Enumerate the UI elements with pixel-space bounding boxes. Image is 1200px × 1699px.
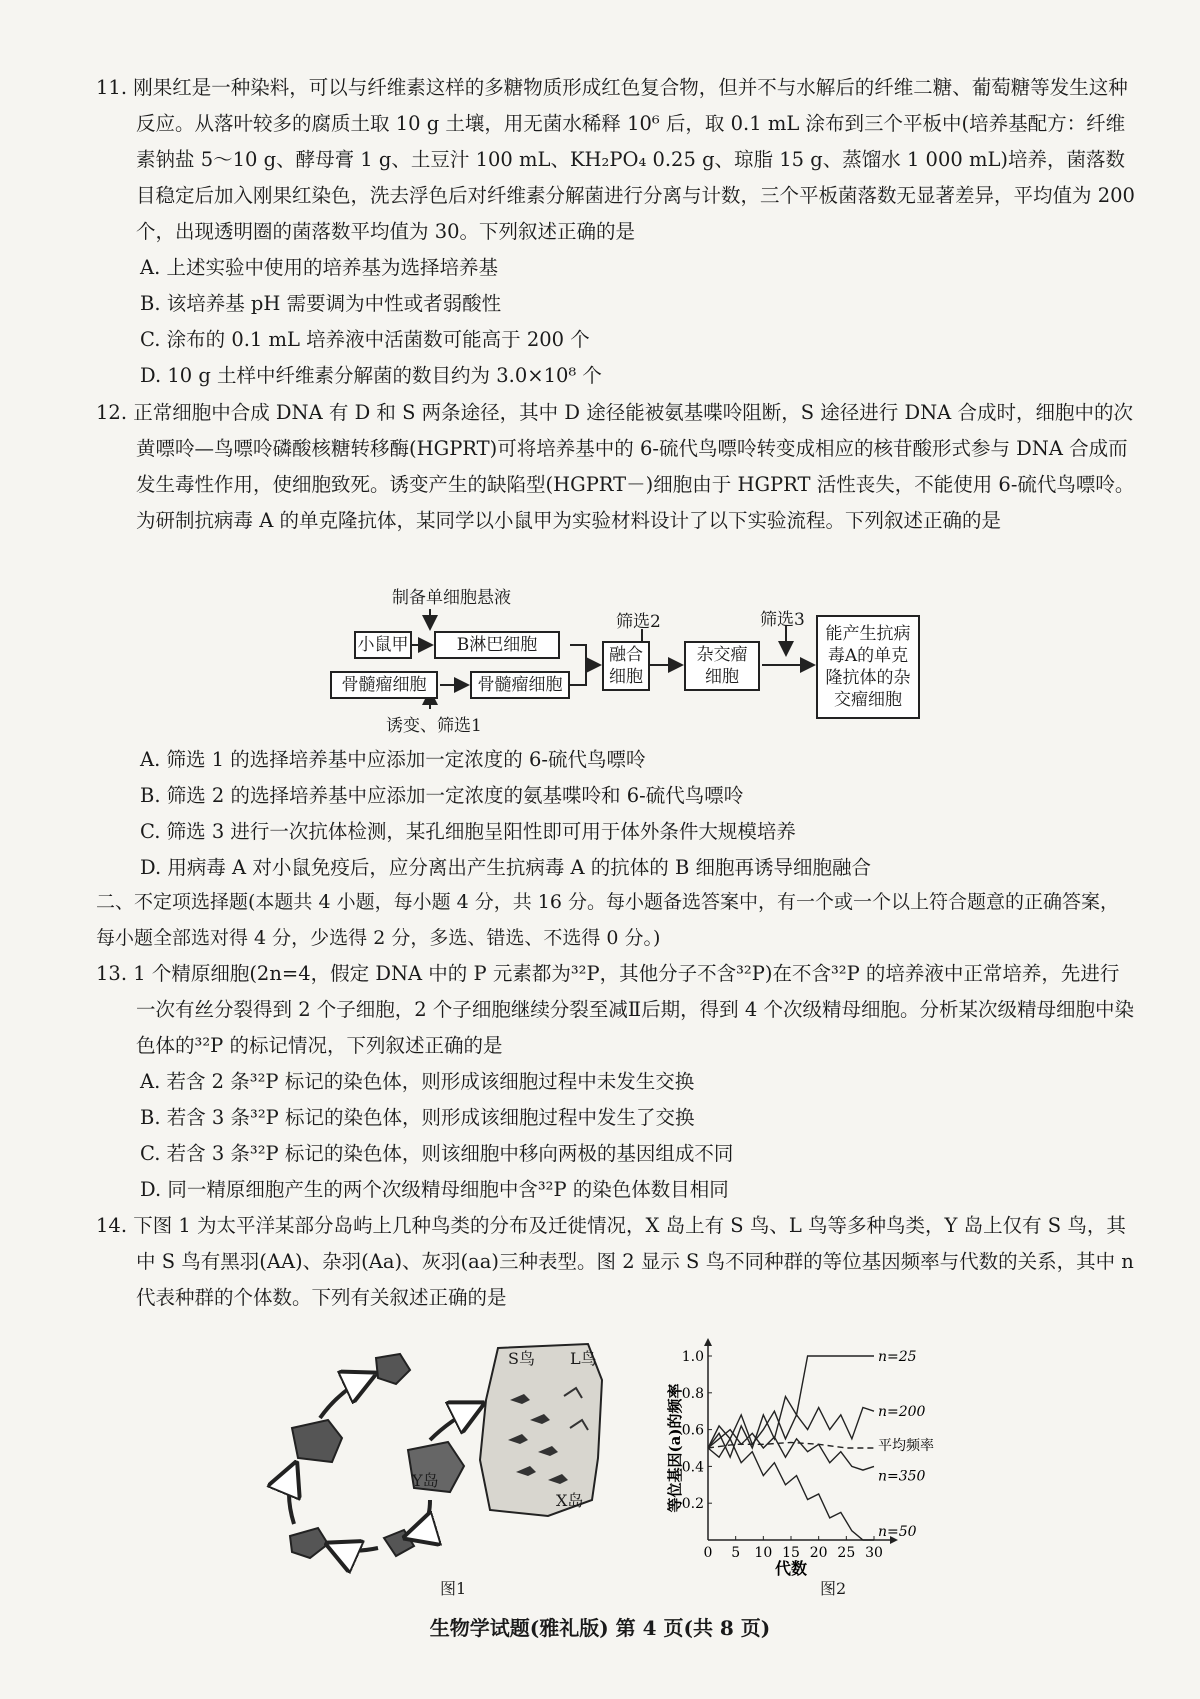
x-tick-label: 5	[731, 1545, 741, 1561]
x-tick-label: 0	[703, 1545, 713, 1561]
flow-label-screen-2: 筛选2	[616, 612, 661, 632]
y-tick-label: 1.0	[681, 1349, 704, 1365]
x-tick-label: 25	[837, 1545, 856, 1561]
y-tick-label: 0.4	[681, 1459, 704, 1476]
fig1-label-s-bird: S鸟	[508, 1349, 535, 1368]
island-map-illustration	[280, 1340, 660, 1570]
fig1-caption: 图1	[440, 1579, 467, 1598]
question-13-option-d: D. 同一精原细胞产生的两个次级精母细胞中含³²P 的染色体数目相同	[140, 1178, 729, 1201]
question-13-option-c: C. 若含 3 条³²P 标记的染色体，则该细胞中移向两极的基因组成不同	[140, 1142, 734, 1165]
question-12-option-c: C. 筛选 3 进行一次抗体检测，某孔细胞呈阳性即可用于体外条件大规模培养	[140, 820, 796, 843]
question-11	[96, 70, 1136, 394]
question-14-stem: 14. 下图 1 为太平洋某部分岛屿上几种鸟类的分布及迁徙情况，X 岛上有 S 鸟、L 鸟等多种鸟类，Y 岛上仅有 S 鸟，其中 S 鸟有黑羽(AA)、杂羽(Aa)、灰羽(aa)三种表型。图 2 显示 S 鸟不同种群的等位基因频率与代数的关系，其中 n 代表种群的个体数。下列有关叙述正确的是	[96, 1214, 1134, 1309]
question-13	[96, 956, 1136, 1208]
x-tick-label: 20	[809, 1545, 828, 1561]
x-axis-label: 代数	[774, 1559, 808, 1578]
question-14	[96, 1208, 1136, 1316]
flow-label-mutagenesis: 诱变、筛选1	[386, 716, 482, 736]
question-11-option-c: C. 涂布的 0.1 mL 培养液中活菌数可能高于 200 个	[140, 328, 590, 351]
flow-box-myeloma-1: 骨髓瘤细胞	[330, 671, 438, 699]
y-axis-label: 等位基因(a)的频率	[666, 1383, 684, 1513]
question-13-stem: 13. 1 个精原细胞(2n=4，假定 DNA 中的 P 元素都为³²P，其他分子不含³²P)在不含³²P 的培养液中正常培养，先进行一次有丝分裂得到 2 个子细胞，2 个子细胞继续分裂至减Ⅱ后期，得到 4 个次级精母细胞。分析某次级精母细胞中染色体的³²P 的标记情况，下列叙述正确的是	[96, 962, 1134, 1057]
question-12	[96, 395, 1136, 539]
flow-label-prepare-suspension: 制备单细胞悬液	[392, 588, 511, 608]
fig1-label-y-island: Y岛	[412, 1471, 439, 1490]
question-12-options	[96, 742, 1136, 886]
question-13-option-b: B. 若含 3 条³²P 标记的染色体，则形成该细胞过程中发生了交换	[140, 1106, 695, 1129]
fig1-label-x-island: X岛	[556, 1491, 584, 1510]
flow-box-fused-cell: 融合细胞	[602, 641, 650, 691]
question-12-option-d: D. 用病毒 A 对小鼠免疫后，应分离出产生抗病毒 A 的抗体的 B 细胞再诱导细胞融合	[140, 856, 872, 879]
y-tick-label: 0.2	[681, 1496, 704, 1513]
figure-1	[280, 1340, 660, 1600]
y-tick-label: 0.8	[681, 1385, 704, 1402]
fig1-label-l-bird: L鸟	[570, 1349, 597, 1368]
flow-box-mouse: 小鼠甲	[354, 631, 412, 659]
series-label-2: 平均频率	[878, 1438, 934, 1454]
question-11-option-a: A. 上述实验中使用的培养基为选择培养基	[140, 256, 498, 279]
question-12-stem: 12. 正常细胞中合成 DNA 有 D 和 S 两条途径，其中 D 途径能被氨基喋呤阻断，S 途径进行 DNA 合成时，细胞中的次黄嘌呤—鸟嘌呤磷酸核糖转移酶(HGPRT)可将培养基中的 6-硫代鸟嘌呤转变成相应的核苷酸形式参与 DNA 合成而发生毒性作用，使细胞致死。诱变产生的缺陷型(HGPRT－)细胞由于 HGPRT 活性丧失，不能使用 6-硫代鸟嘌呤。为研制抗病毒 A 的单克隆抗体，某同学以小鼠甲为实验材料设计了以下实验流程。下列叙述正确的是	[96, 401, 1135, 532]
x-tick-label: 10	[754, 1545, 773, 1561]
allele-frequency-chart	[666, 1336, 998, 1578]
question-11-option-d: D. 10 g 土样中纤维素分解菌的数目约为 3.0×10⁸ 个	[140, 364, 602, 387]
series-label-0: n=25	[878, 1349, 917, 1365]
series-label-1: n=200	[878, 1404, 926, 1421]
question-11-stem: 11. 刚果红是一种染料，可以与纤维素这样的多糖物质形成红色复合物，但并不与水解后的纤维二糖、葡萄糖等发生这种反应。从落叶较多的腐质土取 10 g 土壤，用无菌水稀释 10⁶ 后，取 0.1 mL 涂布到三个平板中(培养基配方：纤维素钠盐 5～10 g、酵母膏 1 g、土豆汁 100 mL、KH₂PO₄ 0.25 g、琼脂 15 g、蒸馏水 1 000 mL)培养，菌落数目稳定后加入刚果红染色，洗去浮色后对纤维素分解菌进行分离与计数，三个平板菌落数无显著差异，平均值为 200 个，出现透明圈的菌落数平均值为 30。下列叙述正确的是	[96, 76, 1135, 243]
y-tick-label: 0.6	[681, 1422, 704, 1439]
flow-box-final: 能产生抗病毒A的单克隆抗体的杂交瘤细胞	[816, 615, 920, 719]
series-label-4: n=50	[878, 1524, 917, 1540]
flow-box-myeloma-2: 骨髓瘤细胞	[470, 671, 570, 699]
x-tick-label: 30	[865, 1545, 883, 1561]
y-axis-arrow	[704, 1338, 712, 1346]
section-2-heading: 二、不定项选择题(本题共 4 小题，每小题 4 分，共 16 分。每小题备选答案中，有一个或一个以上符合题意的正确答案，每小题全部选对得 4 分，少选得 2 分，多选、错选、不选得 0 分。)	[96, 891, 1120, 949]
fig2-caption: 图2	[820, 1579, 847, 1598]
question-13-option-a: A. 若含 2 条³²P 标记的染色体，则形成该细胞过程中未发生交换	[140, 1070, 695, 1093]
flow-label-screen-3: 筛选3	[760, 610, 805, 630]
flow-box-hybridoma: 杂交瘤细胞	[684, 641, 760, 691]
page-footer: 生物学试题(雅礼版) 第 4 页(共 8 页)	[429, 1616, 771, 1640]
question-11-option-b: B. 该培养基 pH 需要调为中性或者弱酸性	[140, 292, 502, 315]
question-12-option-b: B. 筛选 2 的选择培养基中应添加一定浓度的氨基喋呤和 6-硫代鸟嘌呤	[140, 784, 744, 807]
series-label-3: n=350	[878, 1468, 926, 1485]
flow-diagram	[330, 585, 950, 735]
figure-2	[668, 1336, 998, 1600]
question-12-option-a: A. 筛选 1 的选择培养基中应添加一定浓度的 6-硫代鸟嘌呤	[140, 748, 646, 771]
series-line-4	[708, 1439, 874, 1540]
flow-box-b-cell: B淋巴细胞	[434, 631, 560, 659]
x-tick-label: 15	[782, 1545, 800, 1561]
